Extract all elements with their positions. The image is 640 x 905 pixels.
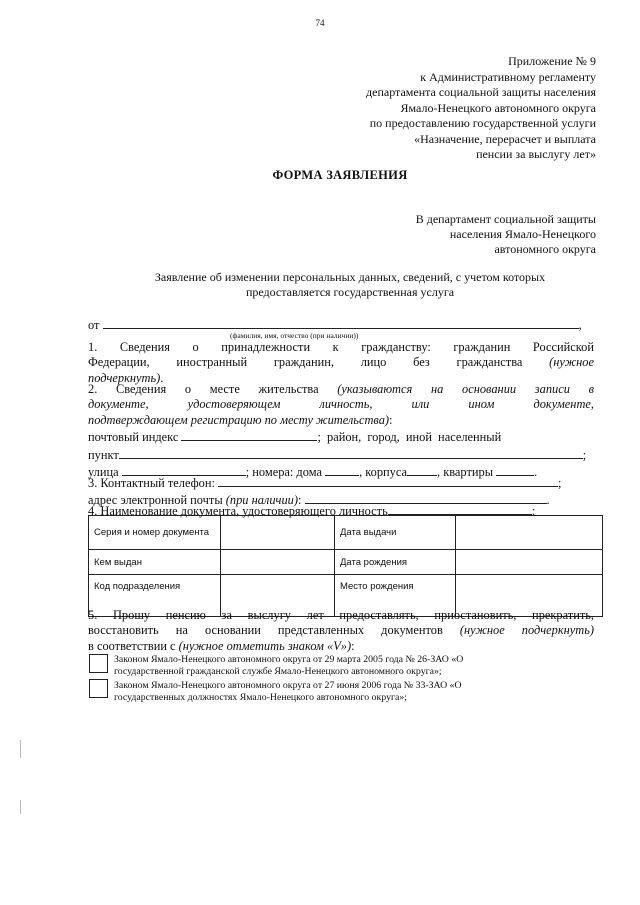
section-residence (88, 382, 594, 480)
hint-text: (при наличии) (225, 493, 298, 508)
pension-options[interactable]: восстановить на основании представленных документов (88, 623, 443, 638)
building-label: , корпуса (359, 465, 408, 480)
table-label-cell: Серия и номер документа (89, 516, 221, 550)
locality-label: пункт (88, 447, 119, 462)
punct: : (389, 412, 393, 427)
hint-text: (нужное (549, 355, 594, 370)
phone-field[interactable] (218, 474, 558, 487)
table-row (89, 516, 603, 550)
law-33-text (114, 680, 606, 703)
hint-text: (указываются на основании записи в (337, 382, 594, 396)
hint-text: подчеркнуть) (88, 370, 161, 385)
section-citizenship (88, 340, 594, 386)
law-line: государственных должностях Ямало-Ненецкого автономного округа»; (114, 691, 407, 703)
table-value-cell[interactable] (221, 550, 335, 575)
appendix-line: Ямало-Ненецкого автономного округа (400, 100, 596, 115)
law-line: Законом Ямало-Ненецкого автономного округа от 27 июня 2006 года № 33-ЗАО «О (114, 680, 462, 691)
house-label: ; номера: дома (245, 465, 322, 480)
addressee-line: автономного округа (494, 242, 596, 256)
residence-line (88, 446, 594, 463)
email-label: адрес электронной почты (88, 493, 223, 508)
table-value-cell[interactable] (456, 516, 603, 550)
punct: . (546, 493, 550, 508)
punct: : (297, 493, 302, 508)
residence-label: 2. Сведения о месте жительства (88, 382, 319, 396)
appendix-line: «Назначение, перерасчет и выплата (414, 131, 596, 146)
postal-code-field[interactable] (181, 428, 317, 441)
punct: : (531, 504, 536, 518)
table-value-cell[interactable] (456, 550, 603, 575)
punct: ; (558, 476, 562, 490)
law-line: Законом Ямало-Ненецкого автономного округа от 29 марта 2005 года № 26-ЗАО «О (114, 654, 464, 665)
hint-text: подтверждающем регистрацию по месту жительства) (88, 412, 390, 427)
addressee-block (416, 212, 596, 257)
appendix-line: к Административному регламенту (420, 69, 596, 84)
addressee-line: населения Ямало-Ненецкого (449, 227, 596, 241)
scan-artifact (20, 800, 21, 814)
pension-line: 5. Прошу пенсию за выслугу лет предоставлять, приостановить, прекратить, (88, 608, 594, 622)
appendix-line: пенсии за выслугу лет» (476, 147, 596, 161)
table-row (89, 550, 603, 575)
statement-title-line: предоставляется государственная услуга (245, 285, 455, 299)
residence-line (88, 382, 594, 397)
residence-line (88, 428, 594, 445)
law-line: государственной гражданской службе Ямало-Ненецкого автономного округа»; (114, 665, 442, 677)
postal-label: почтовый индекс (88, 430, 179, 445)
appendix-header (366, 54, 596, 163)
law-26-text (114, 654, 606, 677)
table-label-cell: Кем выдан (89, 550, 221, 575)
table-label-cell: Код подразделения (89, 575, 221, 617)
apartment-label: , квартиры (437, 465, 494, 480)
punct: . (534, 465, 538, 480)
law-33-checkbox[interactable] (89, 679, 108, 698)
contacts-line (88, 474, 594, 491)
punct: , (578, 318, 582, 332)
from-label: от (88, 318, 100, 332)
id-document-table (88, 515, 603, 617)
citizenship-line: 1. Сведения о принадлежности к гражданству: гражданин Российской (88, 340, 594, 354)
id-document-label: 4. Наименование документа, удостоверяющего личность (88, 504, 388, 518)
appendix-line: департамента социальной защиты населения (366, 85, 596, 99)
citizenship-options[interactable]: Федерации, иностранный гражданин, лицо без гражданства (88, 355, 523, 370)
table-label-cell: Место рождения (335, 575, 456, 617)
page-number: 74 (315, 18, 325, 28)
statement-title-line: Заявление об изменении персональных данных, сведений, с учетом которых (154, 270, 546, 284)
citizenship-line (88, 355, 594, 370)
id-document-field[interactable] (388, 502, 532, 515)
table-label-cell: Дата выдачи (335, 516, 456, 550)
residence-line (88, 397, 594, 412)
phone-label: 3. Контактный телефон: (88, 476, 215, 490)
applicant-name-field[interactable] (103, 316, 579, 329)
hint-text: документе, удостоверяющем личность, или ином документе, (88, 397, 594, 412)
law-26-checkbox[interactable] (89, 654, 108, 673)
section-pension-request (88, 608, 594, 654)
pension-line (88, 623, 594, 638)
punct: ; (582, 447, 587, 462)
residence-line (88, 413, 594, 428)
hint-text: (нужное отметить знаком «V») (178, 638, 352, 653)
from-hint: (фамилия, имя, отчество (при наличии)) (230, 331, 359, 340)
punct: . (160, 370, 164, 385)
addressee-line: В департамент социальной защиты (415, 212, 596, 226)
pension-line (88, 639, 594, 654)
district-label: ; район, город, иной населенный (317, 430, 502, 445)
form-title: ФОРМА ЗАЯВЛЕНИЯ (272, 168, 408, 182)
punct: : (351, 638, 355, 653)
appendix-line: по предоставлению государственной услуги (369, 116, 596, 130)
pension-basis-label: в соответствии с (88, 638, 176, 653)
statement-title (60, 270, 640, 300)
appendix-line: Приложение № 9 (508, 54, 596, 68)
table-value-cell[interactable] (221, 516, 335, 550)
street-label: улица (88, 465, 119, 480)
hint-text: (нужное подчеркнуть) (459, 623, 595, 638)
table-label-cell: Дата рождения (335, 550, 456, 575)
locality-field[interactable] (119, 446, 583, 459)
scan-artifact (20, 740, 21, 758)
